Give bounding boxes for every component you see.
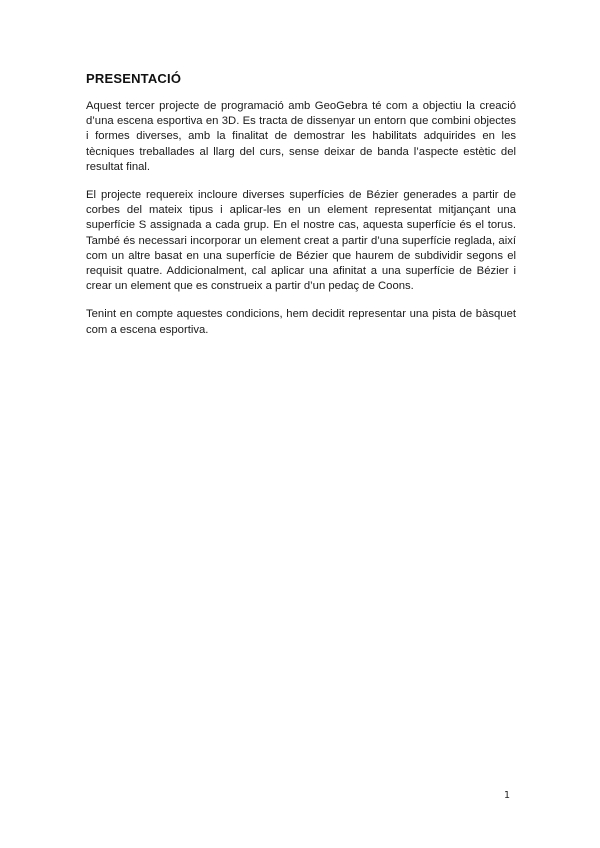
paragraph-1: Aquest tercer projecte de programació amb GeoGebra té com a objectiu la creació d’una escena esportiva en 3D. Es tracta de dissenyar un entorn que combini objectes i formes diverses, amb la finalitat de demostrar les habilitats adquirides en les tècniques treballades al llarg del curs, sense deixar de banda l’aspecte estètic del resultat final. [86,100,516,173]
page-number: 1 [504,790,511,801]
body-text [86,99,516,351]
section-title: PRESENTACIÓ [86,71,182,86]
paragraph-2: El projecte requereix incloure diverses superfícies de Bézier generades a partir de corbes del mateix tipus i aplicar-les en un element representat mitjançant una superfície S assignada a cada grup. En el nostre cas, aquesta superfície és el torus. També és necessari incorporar un element creat a partir d’una superfície reglada, així com un altre basat en una superfície de Bézier que haurem de subdividir segons el requisit quatre. Addicionalment, cal aplicar una afinitat a una superfície de Bézier i crear un element que es construeix a partir d’un pedaç de Coons. [86,189,516,293]
paragraph-3: Tenint en compte aquestes condicions, hem decidit representar una pista de bàsquet com a escena esportiva. [86,308,516,336]
